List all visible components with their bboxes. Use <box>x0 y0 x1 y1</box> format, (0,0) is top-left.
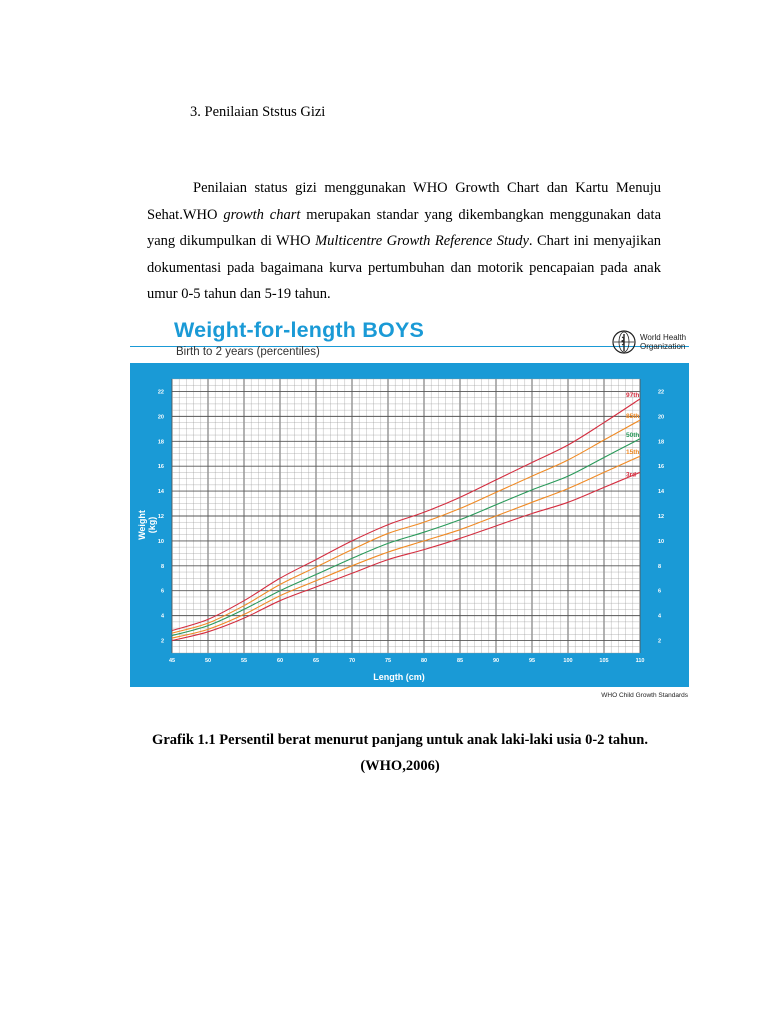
paragraph-run: Penilaian status gizi menggunakan WHO Growth Chart dan Kartu Menuju Sehat.WHO <box>147 180 661 223</box>
org-name-line2: Organization <box>640 342 686 351</box>
y-tick-label-left: 14 <box>157 489 164 496</box>
y-tick-label-left: 6 <box>160 588 164 595</box>
percentile-label-3rd: 3rd <box>626 471 637 479</box>
y-tick-label-right: 20 <box>658 414 665 421</box>
x-tick-label: 105 <box>599 658 609 664</box>
x-tick-label: 100 <box>563 658 573 664</box>
x-tick-label: 110 <box>635 658 645 664</box>
y-tick-label-left: 16 <box>157 464 164 471</box>
y-tick-label-left: 18 <box>157 439 164 446</box>
x-tick-label: 75 <box>384 658 392 664</box>
x-tick-label: 45 <box>168 658 176 664</box>
y-tick-label-right: 6 <box>658 588 662 595</box>
y-axis-label: Weight (kg) <box>137 510 157 540</box>
percentile-label-97th: 97th <box>626 391 640 399</box>
org-name-line1: World Health <box>640 333 687 342</box>
y-tick-label-left: 20 <box>157 414 164 421</box>
x-tick-label: 95 <box>528 658 536 664</box>
paragraph-run: . Chart ini menyajikan dokumentasi pada bagaimana kurva pertumbuhan dan motorik pencapaian pada anak umur 0-5 tahun dan 5-19 tahun. <box>147 233 662 302</box>
y-tick-label-right: 4 <box>658 613 662 620</box>
paragraph-text <box>147 180 661 302</box>
paragraph-run: merupakan standar yang dikembangkan menggunakan data yang dikumpulkan di WHO <box>147 206 662 249</box>
x-axis-label: Length (cm) <box>373 672 425 682</box>
y-tick-label-left: 22 <box>157 389 164 396</box>
x-tick-label: 60 <box>276 658 284 664</box>
italic-term: Multicentre Growth Reference Study <box>315 233 529 249</box>
x-tick-label: 90 <box>492 658 500 664</box>
percentile-label-85th: 85th <box>626 413 640 421</box>
chart-source: WHO Child Growth Standards <box>601 692 688 699</box>
y-tick-label-right: 8 <box>658 563 662 570</box>
y-tick-label-right: 22 <box>658 389 665 396</box>
y-tick-label-left: 12 <box>157 514 164 520</box>
chart-title: Weight-for-length BOYS <box>174 318 425 342</box>
y-tick-label-right: 2 <box>658 638 662 645</box>
y-tick-label-left: 10 <box>157 538 164 545</box>
x-tick-label: 65 <box>312 658 320 664</box>
y-tick-label-right: 16 <box>658 464 665 471</box>
y-tick-label-right: 10 <box>658 538 665 545</box>
y-tick-label-left: 2 <box>160 638 164 645</box>
who-org-name <box>640 333 686 351</box>
y-tick-label-right: 18 <box>658 439 665 446</box>
growth-chart <box>130 363 689 687</box>
percentile-label-15th: 15th <box>626 449 640 457</box>
y-tick-label-right: 12 <box>658 514 665 520</box>
percentile-label-50th: 50th <box>626 431 640 439</box>
chart-subtitle: Birth to 2 years (percentiles) <box>176 346 320 358</box>
y-tick-label-left: 8 <box>160 563 164 570</box>
italic-term: growth chart <box>223 206 301 223</box>
body-paragraph <box>147 175 661 308</box>
figure-caption: Grafik 1.1 Persentil berat menurut panjang untuk anak laki-laki usia 0-2 tahun.(WHO,2006) <box>152 732 648 774</box>
section-heading: 3. Penilaian Ststus Gizi <box>190 104 326 120</box>
who-emblem-icon <box>612 330 636 354</box>
y-tick-label-right: 14 <box>658 489 665 496</box>
x-tick-label: 80 <box>420 658 428 664</box>
x-tick-label: 55 <box>240 658 248 664</box>
x-tick-label: 70 <box>348 658 356 664</box>
x-tick-label: 50 <box>204 658 212 664</box>
chart-panel <box>130 363 689 687</box>
x-tick-label: 85 <box>456 658 464 664</box>
y-tick-label-left: 4 <box>160 613 164 620</box>
